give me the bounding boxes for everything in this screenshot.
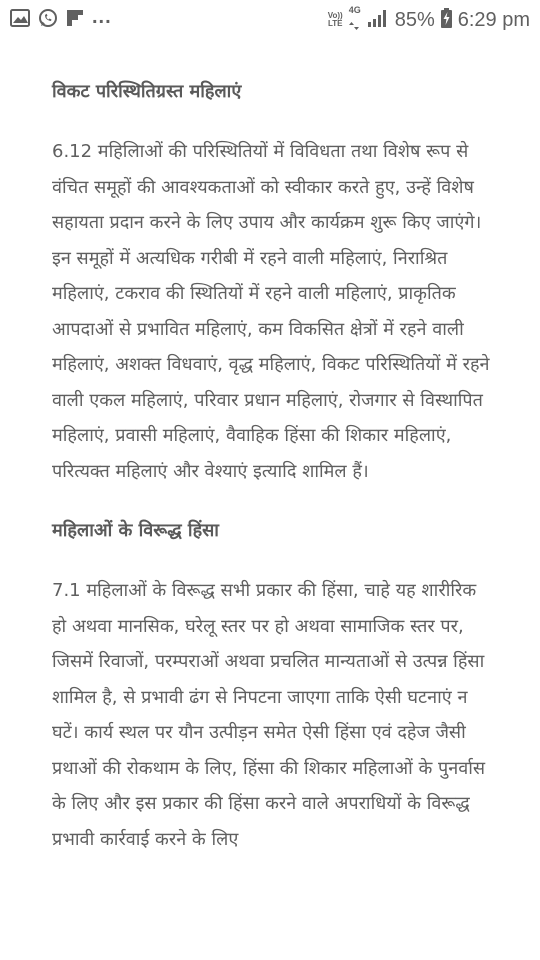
status-bar xyxy=(0,0,540,40)
section-heading-violence-against-women: महिलाओं के विरूद्ध हिंसा xyxy=(52,520,219,541)
section-heading-disadvantaged-women: विकट परिस्थितिग्रस्त महिलाएं xyxy=(52,81,242,102)
signal-icon xyxy=(367,9,389,31)
battery-charging-icon xyxy=(441,8,452,32)
clock: 6:29 pm xyxy=(457,8,530,31)
flipboard-icon xyxy=(66,9,84,31)
image-icon xyxy=(10,9,30,31)
article-body[interactable] xyxy=(52,52,492,857)
more-notifications: ... xyxy=(92,6,112,28)
volte-indicator: Vo)) LTE xyxy=(327,11,343,28)
mobile-data-indicator: 4G xyxy=(349,6,361,34)
battery-percent: 85% xyxy=(394,8,435,31)
whatsapp-icon xyxy=(38,8,58,32)
paragraph-7-1: 7.1 महिलाओं के विरूद्ध सभी प्रकार की हिंसा, चाहे यह शारीरिक हो अथवा मानसिक, घरेलू स्तर पर हो अथवा सामाजिक स्तर पर, जिसमें रिवाजों, परम्पराओं अथवा प्रचलित मान्यताओं से उत्पन्न हिंसा शामिल है, से प्रभावी ढंग से निपटना जाएगा ताकि ऐसी घटनाएं न घटें। कार्य स्थल पर यौन उत्पीड़न समेत ऐसी हिंसा एवं दहेज जैसी प्रथाओं की रोकथाम के लिए, हिंसा की शिकार महिलाओं के पुनर्वास के लिए और इस प्रकार की हिंसा करने वाले अपराधियों के विरूद्ध प्रभावी कार्रवाई करने के लिए xyxy=(52,580,486,850)
paragraph-6-12: 6.12 महिलिाओं की परिस्थितियों में विविधता तथा विशेष रूप से वंचित समूहों की आवश्यकताओं को स्वीकार करते हुए, उन्हें विशेष सहायता प्रदान करने के लिए उपाय और कार्यक्रम शुरू किए जाएंगे। इन समूहों में अत्यधिक गरीबी में रहने वाली महिलाएं, निराश्रित महिलाएं, टकराव की स्थितियों में रहने वाली महिलाएं, प्राकृतिक आपदाओं से प्रभावित महिलाएं, कम विकसित क्षेत्रों में रहने वाली महिलाएं, अशक्त विधवाएं, वृद्ध महिलाएं, विकट परिस्थितियों में रहने वाली एकल महिलाएं, परिवार प्रधान महिलाएं, रोजगार से विस्थापित महिलाएं, प्रवासी महिलाएं, वैवाहिक हिंसा की शिकार महिलाएं, परित्यक्त महिलाएं और वेश्याएं इत्यादि शामिल हैं। xyxy=(52,141,490,482)
system-status xyxy=(322,6,530,34)
notification-area[interactable] xyxy=(10,8,120,32)
data-arrows-icon xyxy=(349,22,359,30)
